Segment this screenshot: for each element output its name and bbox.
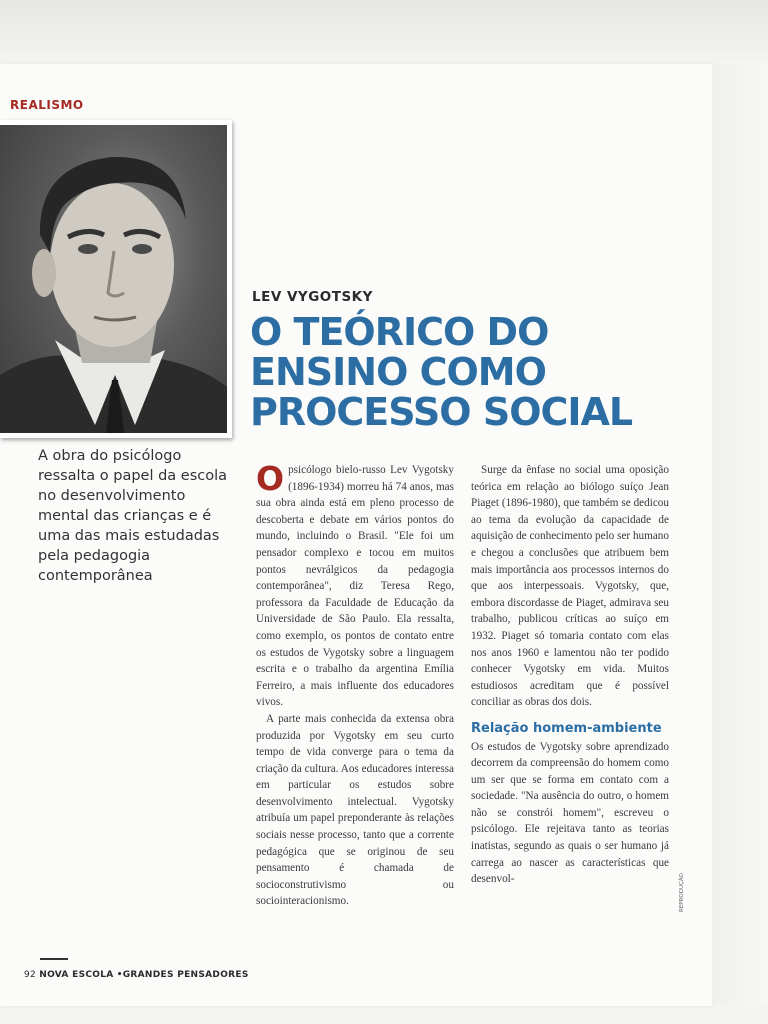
portrait-photo	[0, 125, 227, 433]
page-number: 92	[24, 970, 37, 980]
scanner-background	[0, 0, 768, 62]
page-footer	[24, 970, 249, 980]
magazine-name: NOVA ESCOLA	[39, 970, 114, 980]
subheading: Relação homem-ambiente	[471, 720, 662, 736]
headline-line-2: ENSINO COMO	[250, 350, 546, 394]
portrait-photo-frame	[0, 120, 232, 438]
paragraph: Surge da ênfase no social uma oposição teórica em relação ao biólogo suíço Jean Piaget (1896-1980), que também se dedicou ao tema da evolução da capacidade de aquisição de conhecimento pelo ser humano e chegou a conclusões que atribuem bem mais importância aos processos internos do que aos interpessoais. Vygotsky, que, embora discordasse de Piaget, admirava seu trabalho, publicou críticas ao suíço em 1932. Piaget só tomaria contato com elas nos anos 1960 e lamentou não ter podido conhecer Vygotsky em vida. Muitos estudiosos acreditam que é possível conciliar as obras dos dois.	[471, 464, 669, 709]
footer-bullet: •	[116, 970, 123, 980]
next-page-edge	[712, 64, 768, 1006]
series-name: GRANDES PENSADORES	[122, 970, 249, 980]
author-name: LEV VYGOTSKY	[252, 289, 373, 305]
printer-mark	[40, 958, 68, 960]
section-label: REALISMO	[10, 98, 84, 112]
article-column-1	[256, 459, 454, 910]
photo-caption: A obra do psicólogo ressalta o papel da escola no desenvolvimento mental das crianças e é uma das mais estudadas pela pedagogia contemporânea	[38, 448, 228, 584]
headline	[250, 312, 670, 432]
headline-line-1: O TEÓRICO DO	[250, 310, 549, 354]
photo-credit: REPRODUÇÃO	[679, 873, 685, 912]
paragraph: A parte mais conhecida da extensa obra produzida por Vygotsky em seu curto tempo de vida converge para o tema da criação da cultura. Aos educadores interessa em particular os estudos sobre desenvolvimento intelectual. Vygotsky atribuía um papel preponderante às relações sociais nesse processo, tanto que a corrente pedagógica que se originou de seu pensamento é chamada de socioconstrutivismo ou sociointeracionismo.	[256, 712, 454, 908]
paragraph: Os estudos de Vygotsky sobre aprendizado decorrem da compreensão do homem como um ser que se forma em contato com a sociedade. "Na ausência do outro, o homem não se constrói homem", escreveu o psicólogo. Ele rejeitava tanto as teorias inatistas, segundo as quais o ser humano já carrega ao nascer as características que desenvol-	[471, 740, 669, 886]
headline-line-3: PROCESSO SOCIAL	[250, 390, 633, 434]
portrait-illustration	[0, 125, 227, 433]
article-column-2	[471, 462, 669, 888]
paragraph	[256, 459, 454, 711]
drop-cap: O	[256, 459, 285, 498]
paragraph-text: psicólogo bielo-russo Lev Vygotsky (1896-1934) morreu há 74 anos, mas sua obra ainda está em pleno processo de descoberta e debate em vários pontos do mundo, incluindo o Brasil. "Ele foi um pensador complexo e tocou em muitos pontos nevrálgicos da pedagogia contemporânea", diz Teresa Rego, professora da Faculdade de Educação da Universidade de São Paulo. Ela ressalta, como exemplo, os pontos de contato entre os estudos de Vygotsky sobre a linguagem escrita e o trabalho da argentina Emília Ferreiro, a mais influente dos educadores vivos.	[256, 464, 454, 709]
